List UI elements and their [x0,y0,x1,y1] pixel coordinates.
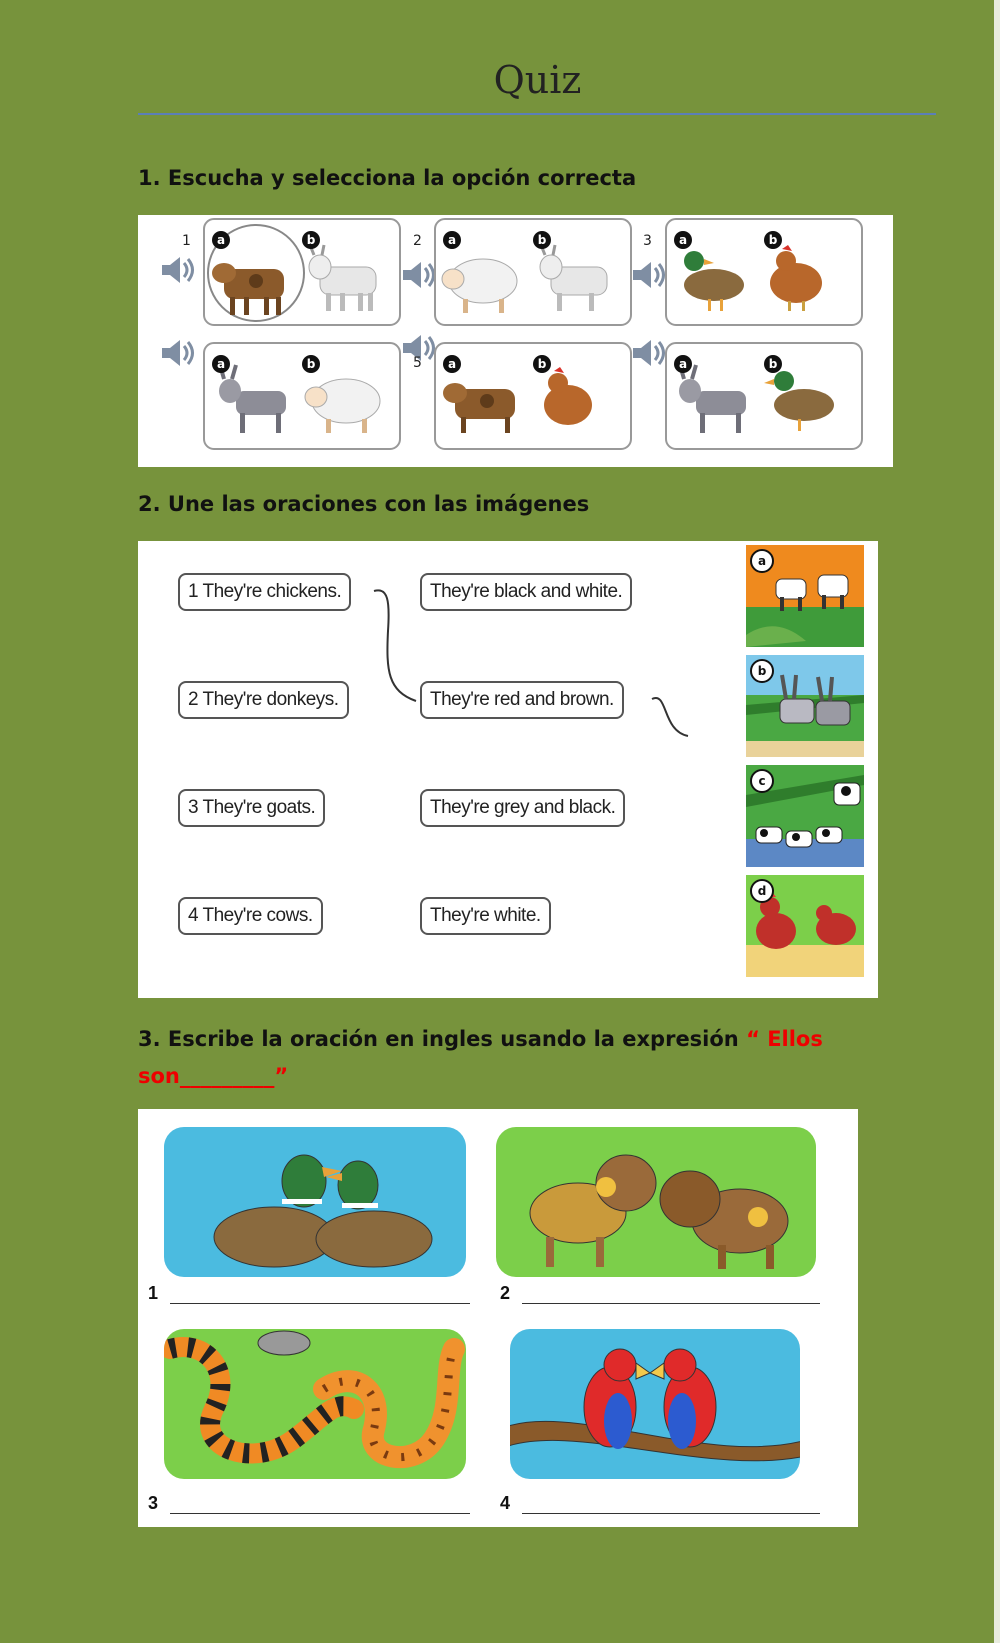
item-number: 5 [413,355,422,371]
item-number: 2 [413,233,422,249]
option-b-badge: b [764,355,782,373]
scene-label: c [750,769,774,793]
answer-number: 1 [148,1283,159,1303]
option-b-badge: b [302,355,320,373]
answer-line-3[interactable] [170,1513,470,1514]
item-number: 3 [643,233,652,249]
picture-parrots [510,1329,800,1479]
option-a-badge: a [212,355,230,373]
scene-chickens[interactable] [746,875,864,977]
option-a-badge: a [212,231,230,249]
sentence-chickens[interactable]: 1 They're chickens. [178,573,351,611]
answer-line-2[interactable] [522,1303,820,1304]
match-line [374,590,416,701]
item-number: 1 [182,233,191,249]
speaker-icon[interactable] [162,340,193,366]
option-b-badge: b [533,231,551,249]
answer-line-4[interactable] [522,1513,820,1514]
matching-panel [138,541,878,998]
parrots-drawing [510,1329,800,1479]
scene-donkeys[interactable] [746,655,864,757]
scene-label: a [750,549,774,573]
speaker-icon[interactable] [633,262,664,288]
answer-number: 2 [500,1283,511,1303]
option-a-badge: a [674,355,692,373]
option-b-badge: b [533,355,551,373]
sentence-grey-and-black[interactable]: They're grey and black. [420,789,625,827]
option-a-badge: a [443,355,461,373]
writing-panel [138,1109,858,1527]
listening-panel [138,215,893,467]
scene-label: b [750,659,774,683]
picture-dogs [496,1127,816,1277]
sentence-cows[interactable]: 4 They're cows. [178,897,323,935]
option-b-badge: b [302,231,320,249]
scene-label: d [750,879,774,903]
scene-cows[interactable] [746,765,864,867]
sentence-donkeys[interactable]: 2 They're donkeys. [178,681,349,719]
speaker-icon[interactable] [633,340,664,366]
ducks-drawing [164,1127,466,1277]
speaker-icon[interactable] [162,257,193,283]
answer-number: 4 [500,1493,511,1513]
question-2-heading: 2. Une las oraciones con las imágenes [138,492,590,516]
snakes-drawing [164,1329,466,1479]
option-b-badge: b [764,231,782,249]
sentence-goats[interactable]: 3 They're goats. [178,789,325,827]
match-line [652,698,688,736]
scene-goats[interactable] [746,545,864,647]
sentence-red-and-brown[interactable]: They're red and brown. [420,681,624,719]
page-title: Quiz [493,58,582,102]
listening-drawings [138,215,893,467]
question-1-heading: 1. Escucha y selecciona la opción correcta [138,166,637,190]
option-a-badge: a [674,231,692,249]
answer-line-1[interactable] [170,1303,470,1304]
answer-number: 3 [148,1493,159,1513]
speaker-icon[interactable] [403,262,434,288]
question-3-heading [138,1021,878,1095]
picture-ducks [164,1127,466,1277]
dogs-drawing [496,1127,816,1277]
sentence-black-and-white[interactable]: They're black and white. [420,573,632,611]
page-edge [994,0,1000,1643]
picture-snakes [164,1329,466,1479]
title-underline [138,113,936,115]
question-3-expression: “ Ellos son_________” [138,1027,823,1088]
option-a-badge: a [443,231,461,249]
sentence-white[interactable]: They're white. [420,897,551,935]
question-3-text: 3. Escribe la oración en ingles usando la expresión [138,1027,747,1051]
